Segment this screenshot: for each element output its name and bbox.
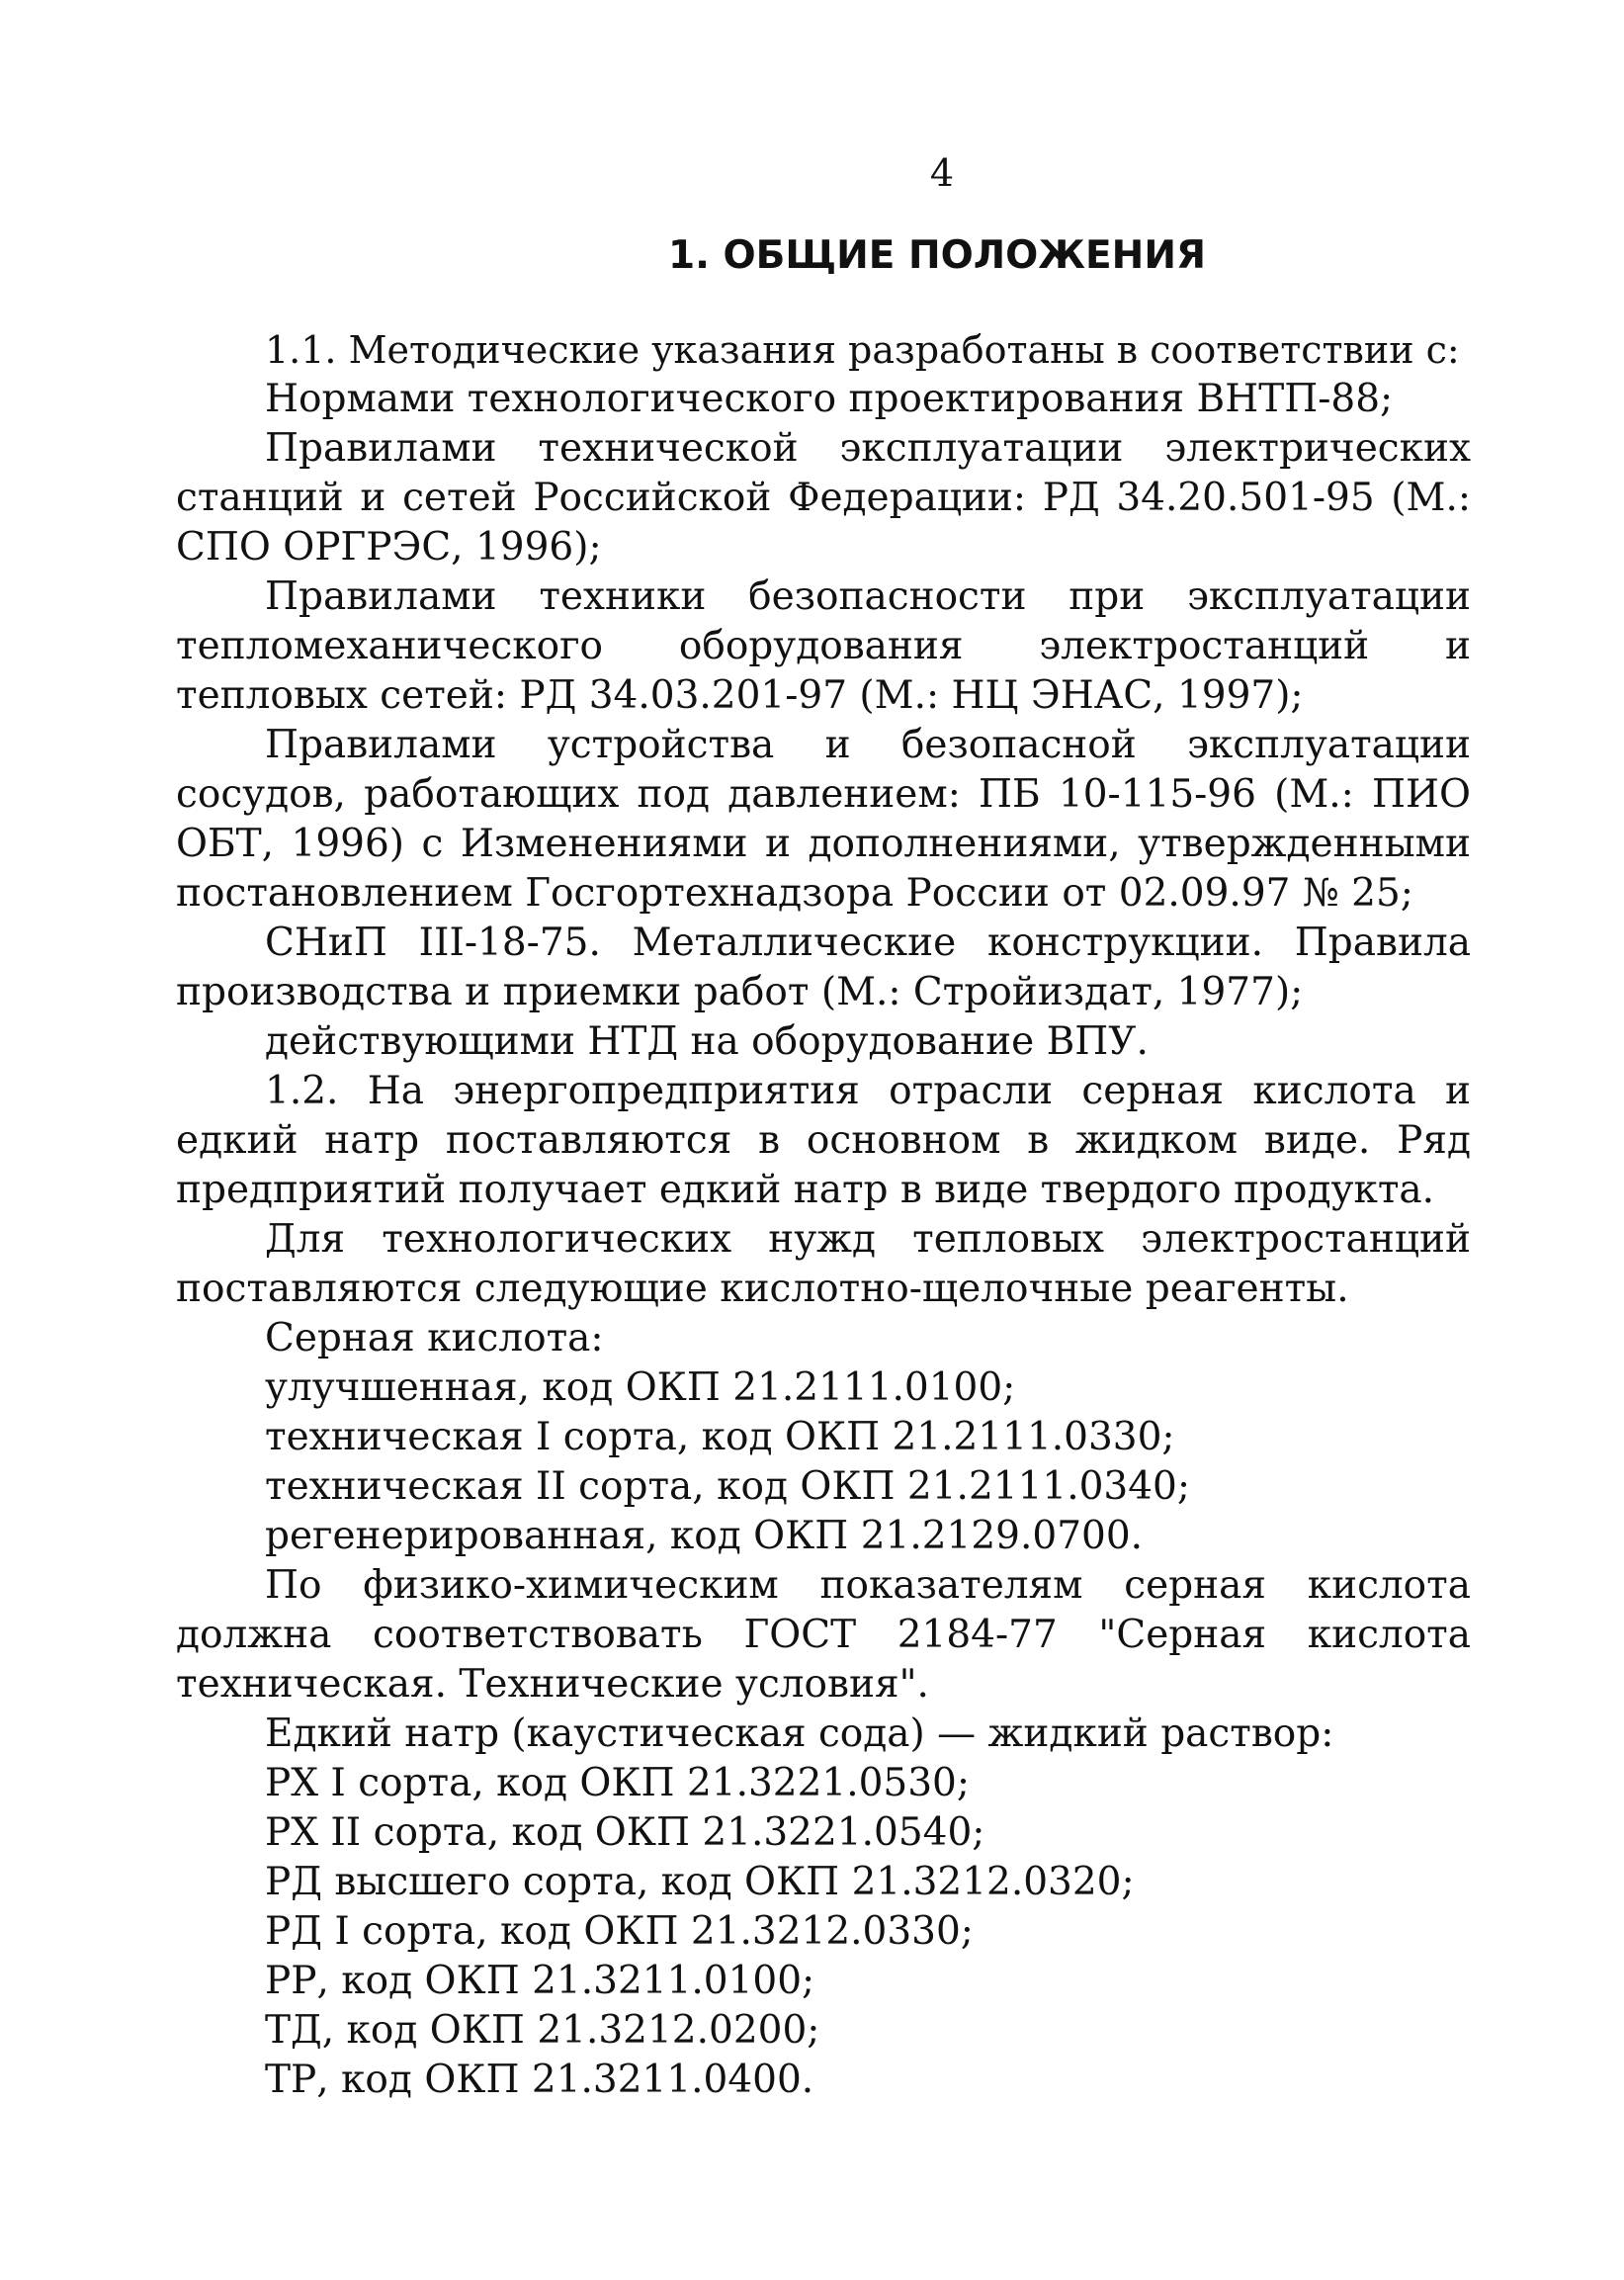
text-line: техническая I сорта, код ОКП 21.2111.0330; [265, 1415, 1175, 1459]
paragraph: Правилами технической эксплуатации электрических станций и сетей Российской Федерации: РД 34.20.501-95 (М.: СПО ОРГРЭС, 1996); [176, 426, 1471, 570]
paragraph: СНиП III-18-75. Металлические конструкции. Правила производства и приемки работ (М.: Стройиздат, 1977); [176, 921, 1471, 1014]
text-line: действующими НТД на оборудование ВПУ. [265, 1019, 1149, 1064]
page-number: 4 [929, 151, 955, 195]
text-line: ТД, код ОКП 21.3212.0200; [265, 2008, 820, 2053]
paragraph: Правилами устройства и безопасной эксплуатации сосудов, работающих под давлением: ПБ 10-115-96 (М.: ПИО ОБТ, 1996) с Изменениями и дополнениями, утвержденными постановлением Госгортехнадзора России от 02.09.97 № 25; [176, 723, 1471, 916]
text-line: техническая II сорта, код ОКП 21.2111.0340; [265, 1464, 1190, 1509]
text-line: РД высшего сорта, код ОКП 21.3212.0320; [265, 1860, 1135, 1904]
text-line: РД I сорта, код ОКП 21.3212.0330; [265, 1909, 974, 1954]
text-line: РР, код ОКП 21.3211.0100; [265, 1959, 815, 2003]
section-title: 1. ОБЩИЕ ПОЛОЖЕНИЯ [667, 233, 1206, 278]
text-line: РХ II сорта, код ОКП 21.3221.0540; [265, 1810, 985, 1855]
text-line: улучшенная, код ОКП 21.2111.0100; [265, 1365, 1016, 1410]
body-text [176, 325, 1471, 2105]
text-line: РХ I сорта, код ОКП 21.3221.0530; [265, 1761, 971, 1805]
text-line: ТР, код ОКП 21.3211.0400. [265, 2058, 814, 2102]
paragraph: По физико-химическим показателям серная кислота должна соответствовать ГОСТ 2184-77 "Серная кислота техническая. Технические условия". [176, 1563, 1471, 1707]
text-line: Нормами технологического проектирования ВНТП-88; [265, 377, 1394, 421]
paragraph: 1.2. На энергопредприятия отрасли серная кислота и едкий натр поставляются в основном в жидком виде. Ряд предприятий получает едкий натр в виде твердого продукта. [176, 1069, 1471, 1212]
text-line: 1.1. Методические указания разработаны в соответствии с: [265, 328, 1460, 372]
text-line: Едкий натр (каустическая сода) — жидкий раствор: [265, 1711, 1334, 1756]
document-page [176, 148, 1471, 2105]
text-line: Серная кислота: [265, 1316, 604, 1360]
paragraph: Правилами техники безопасности при эксплуатации тепломеханического оборудования электростанций и тепловых сетей: РД 34.03.201-97 (М.: НЦ ЭНАС, 1997); [176, 574, 1471, 718]
text-line: регенерированная, код ОКП 21.2129.0700. [265, 1514, 1144, 1558]
paragraph: Для технологических нужд тепловых электростанций поставляются следующие кислотно-щелочные реагенты. [176, 1217, 1471, 1311]
